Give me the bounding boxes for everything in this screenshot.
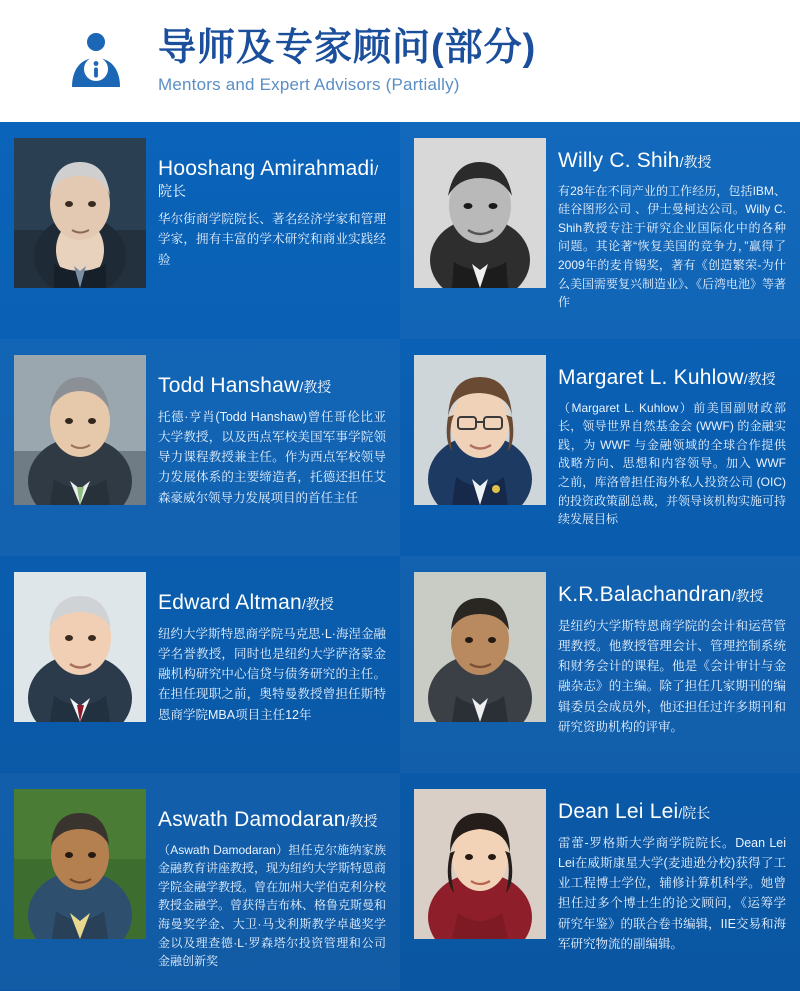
portrait-hooshang-amirahmadi <box>14 138 146 288</box>
advisor-name: Aswath Damodaran <box>158 808 346 831</box>
advisor-role: /教授 <box>345 813 378 829</box>
advisor-info <box>158 572 386 725</box>
advisor-role: /教授 <box>301 596 334 612</box>
page-title-en: Mentors and Expert Advisors (Partially) <box>158 75 460 95</box>
advisor-role: /教授 <box>743 371 776 387</box>
header-text-block <box>158 27 536 96</box>
advisor-card[interactable] <box>0 122 400 339</box>
advisor-name: Todd Hanshaw <box>158 374 300 397</box>
advisor-desc: 雷蕾-罗格斯大学商学院院长。Dean Lei Lei在威斯康星大学(麦迪逊分校)获得了工业工程博士学位，辅修计算机科学。她曾担任过多个博士生的论文顾问，《运筹学研究年鉴》的联合卷书编辑，IIE交易和海军研究物流的副编辑。 <box>558 835 786 951</box>
portrait-willy-c-shih <box>414 138 546 288</box>
advisor-name: Willy C. Shih <box>558 149 680 172</box>
advisor-name-row <box>158 373 386 399</box>
advisor-role: /教授 <box>731 588 764 604</box>
person-info-badge-icon <box>60 25 132 97</box>
portrait-edward-altman <box>14 572 146 722</box>
advisor-name-row <box>158 807 386 833</box>
advisor-name-row <box>158 156 386 201</box>
advisor-card[interactable] <box>0 339 400 556</box>
advisor-card[interactable] <box>400 556 800 773</box>
advisor-info <box>158 138 386 270</box>
advisor-desc: 是纽约大学斯特恩商学院的会计和运营管理教授。他教授管理会计、管理控制系统和财务会计的课程。他是《会计审计与金融杂志》的主编。除了担任几家期刊的编辑委员会成员外，他还担任过许多期刊和研究资助机构的评审。 <box>558 618 786 734</box>
advisor-desc: 纽约大学斯特恩商学院马克思·L·海涅金融学名誉教授，同时也是纽约大学萨洛蒙金融机构研究中心信贷与债务研究的主任。在担任现职之前，奥特曼教授曾担任斯特恩商学院MBA项目主任12年 <box>158 626 386 722</box>
advisors-grid <box>0 122 800 990</box>
advisor-desc: 有28年在不同产业的工作经历，包括IBM、硅谷图形公司 、伊士曼柯达公司。Willy C. Shih教授专注于研究企业国际化中的各种问题。其论著“恢复美国的竞争力，”赢得了2009年的麦肯锡奖，著有《创造繁荣-为什么美国需要复兴制造业》、《后湾电池》等著作 <box>558 183 787 310</box>
advisor-role: /院长 <box>158 162 379 199</box>
advisor-role: /院长 <box>678 805 711 821</box>
advisor-name: Dean Lei Lei <box>558 800 679 823</box>
advisor-name-row <box>158 590 386 616</box>
portrait-kr-balachandran <box>414 572 546 722</box>
advisor-name-row <box>558 582 786 608</box>
page-header <box>0 0 800 122</box>
advisor-name: K.R.Balachandran <box>558 583 732 606</box>
page-title-cn: 导师及专家顾问(部分) <box>158 26 537 69</box>
advisor-card[interactable] <box>400 773 800 990</box>
portrait-margaret-l-kuhlow <box>414 355 546 505</box>
advisor-info <box>158 789 386 971</box>
advisor-info <box>558 138 786 312</box>
advisor-name-row <box>558 148 786 174</box>
advisor-name: Hooshang Amirahmadi <box>158 157 375 180</box>
advisor-card[interactable] <box>0 773 400 990</box>
advisor-role: /教授 <box>299 379 332 395</box>
advisor-info <box>558 355 786 529</box>
advisor-card[interactable] <box>0 556 400 773</box>
advisor-desc: 华尔街商学院院长、著名经济学家和管理学家，拥有丰富的学术研究和商业实践经验 <box>158 212 386 267</box>
advisor-card[interactable] <box>400 122 800 339</box>
advisor-info <box>558 572 786 737</box>
portrait-aswath-damodaran <box>14 789 146 939</box>
advisor-role: /教授 <box>679 154 712 170</box>
advisor-name: Edward Altman <box>158 591 302 614</box>
advisor-card[interactable] <box>400 339 800 556</box>
advisor-name-row <box>558 799 786 825</box>
portrait-todd-hanshaw <box>14 355 146 505</box>
advisor-info <box>558 789 786 954</box>
advisor-desc: （Margaret L. Kuhlow）前美国副财政部长，领导世界自然基金会 (WWF) 的金融实践，为 WWF 与金融领域的全球合作提供战略方向、思想和内容领导。加入 WWF 之前，库洛曾担任海外私人投资公司 (OIC) 的投资政策副总裁，并领导该机构实施可持续发展目标 <box>558 400 787 527</box>
advisor-info <box>158 355 386 508</box>
advisor-desc: 托德·亨肖(Todd Hanshaw)曾任哥伦比亚大学教授，以及西点军校美国军事学院领导力课程教授兼主任。作为西点军校领导力发展体系的主要缔造者，托德还担任艾森豪威尔领导力发展项目的首任主任 <box>158 409 386 505</box>
advisor-desc: （Aswath Damodaran）担任克尔施纳家族金融教育讲座教授，现为纽约大学斯特恩商学院金融学教授。曾在加州大学伯克利分校教授金融学。曾获得吉布林、格鲁克斯曼和海曼奖学金、大卫·马戈利斯教学卓越奖学金以及理查德·L·罗森塔尔投资管理和公司金融创新奖 <box>158 842 387 969</box>
portrait-dean-lei-lei <box>414 789 546 939</box>
advisor-name-row <box>558 365 786 391</box>
advisor-name: Margaret L. Kuhlow <box>558 366 744 389</box>
